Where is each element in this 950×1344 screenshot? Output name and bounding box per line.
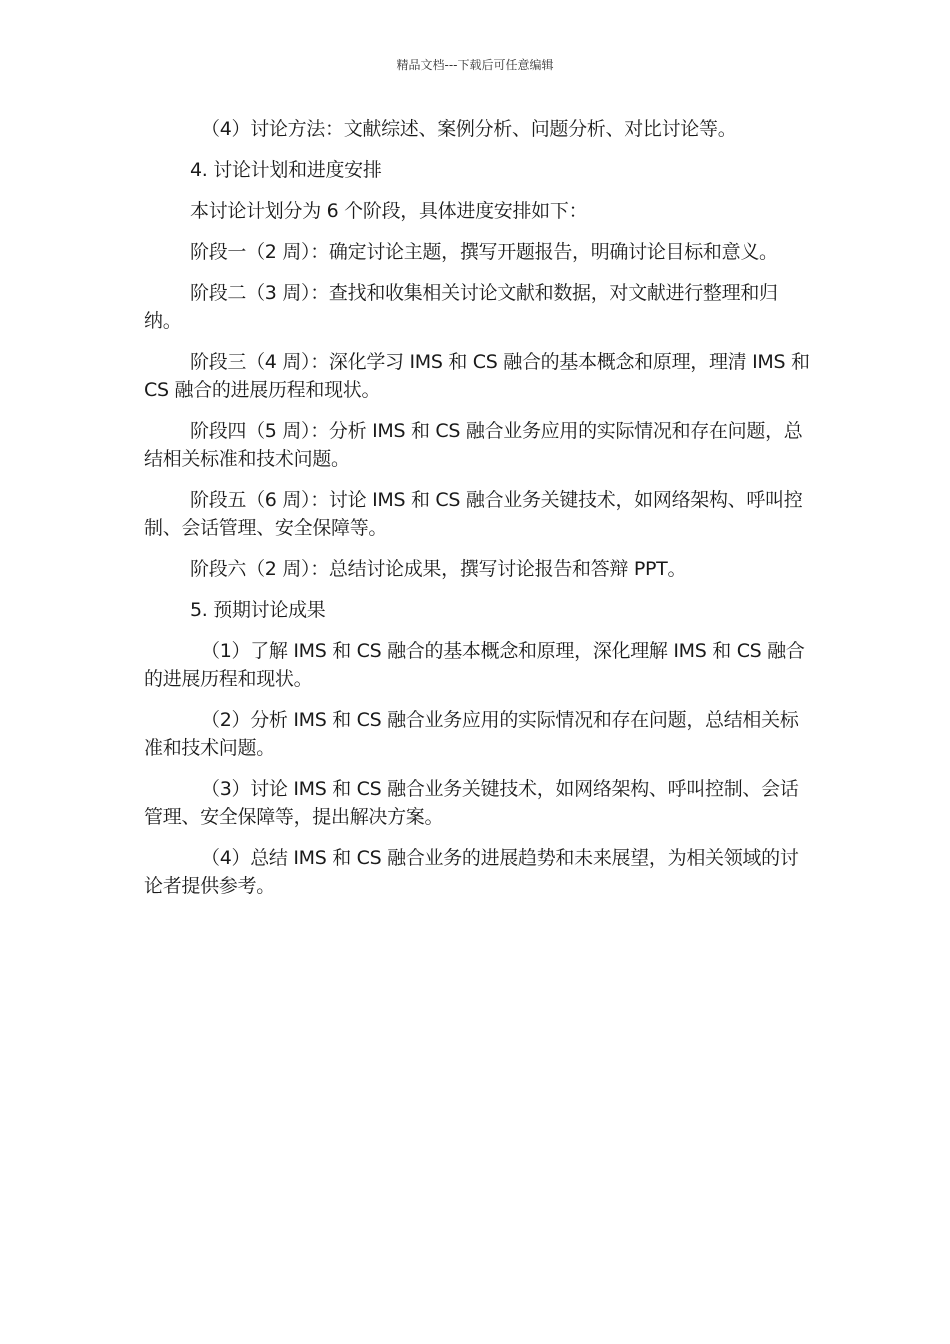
- paragraph-schedule-intro: 本讨论计划分为 6 个阶段，具体进度安排如下：: [190, 200, 588, 222]
- paragraph-stage-4: 阶段四（5 周）：分析 IMS 和 CS 融合业务应用的实际情况和存在问题，总结相关标准和技术问题。: [144, 420, 803, 470]
- section-heading-plan-schedule: 4. 讨论计划和进度安排: [190, 159, 382, 181]
- paragraph-research-methods: （4）讨论方法：文献综述、案例分析、问题分析、对比讨论等。: [201, 118, 737, 140]
- paragraph-stage-3: 阶段三（4 周）：深化学习 IMS 和 CS 融合的基本概念和原理，理清 IMS 和 CS 融合的进展历程和现状。: [144, 351, 810, 401]
- paragraph-result-3: （3）讨论 IMS 和 CS 融合业务关键技术，如网络架构、呼叫控制、会话管理、安全保障等，提出解决方案。: [144, 778, 799, 828]
- paragraph-stage-5: 阶段五（6 周）：讨论 IMS 和 CS 融合业务关键技术，如网络架构、呼叫控制、会话管理、安全保障等。: [144, 489, 803, 539]
- document-body: [144, 115, 810, 913]
- section-heading-expected-results: 5. 预期讨论成果: [190, 599, 326, 621]
- paragraph-stage-2: 阶段二（3 周）：查找和收集相关讨论文献和数据，对文献进行整理和归纳。: [144, 282, 778, 332]
- page-header: 精品文档---下载后可任意编辑: [396, 58, 554, 72]
- paragraph-result-1: （1）了解 IMS 和 CS 融合的基本概念和原理，深化理解 IMS 和 CS 融合的进展历程和现状。: [144, 640, 805, 690]
- paragraph-result-4: （4）总结 IMS 和 CS 融合业务的进展趋势和未来展望，为相关领域的讨论者提供参考。: [144, 847, 799, 897]
- paragraph-stage-6: 阶段六（2 周）：总结讨论成果，撰写讨论报告和答辩 PPT。: [190, 558, 687, 580]
- paragraph-result-2: （2）分析 IMS 和 CS 融合业务应用的实际情况和存在问题，总结相关标准和技术问题。: [144, 709, 799, 759]
- paragraph-stage-1: 阶段一（2 周）：确定讨论主题，撰写开题报告，明确讨论目标和意义。: [190, 241, 778, 263]
